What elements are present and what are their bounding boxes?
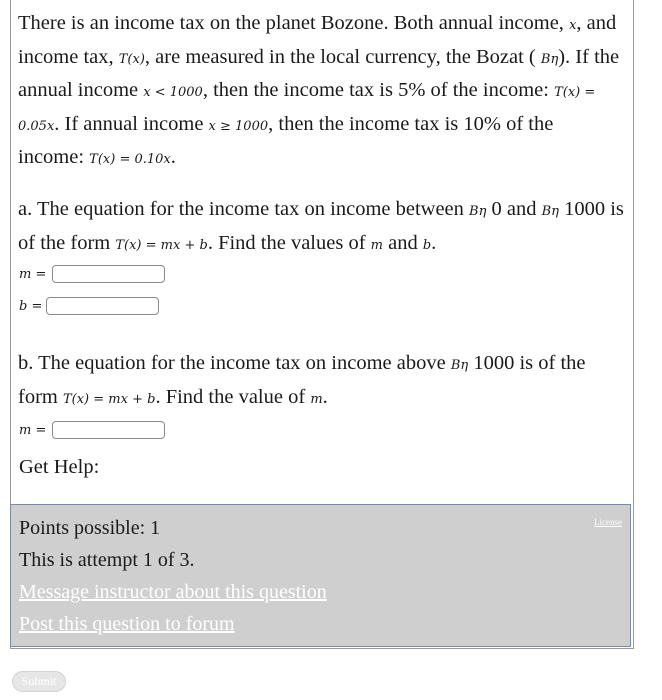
message-instructor-link[interactable]: Message instructor about this question: [19, 581, 327, 603]
question-info-panel: [10, 504, 631, 647]
part-b-m-input[interactable]: [52, 421, 165, 439]
license-link[interactable]: License: [594, 517, 622, 527]
submit-button[interactable]: Submit: [12, 671, 66, 692]
intro-text: There is an income tax on the planet Bozone. Both annual income,: [18, 12, 570, 34]
get-help-label: Get Help:: [19, 456, 100, 478]
part-a-sentence: 1000 is of the form: [18, 198, 624, 254]
intro-text: , then the income tax is 10% of the income:: [18, 112, 554, 168]
math-equation-5pct: T(x) = 0.05x: [18, 85, 596, 134]
part-a-sentence: and: [382, 231, 423, 254]
math-bozat-symbol: Bη: [540, 51, 559, 67]
b-label: b =: [19, 298, 43, 314]
part-b-sentence: 1000 is of the form: [18, 352, 586, 408]
part-b-text: [18, 348, 624, 415]
part-a-sentence: a. The equation for the income tax on income between: [18, 198, 470, 220]
post-to-forum-link[interactable]: Post this question to forum: [19, 613, 235, 635]
intro-text: ). If the annual income: [18, 45, 620, 101]
math-condition-less: x < 1000: [143, 85, 203, 100]
part-b-sentence: .: [322, 385, 328, 408]
math-bozat-symbol: Bη: [450, 358, 469, 373]
math-condition-geq: x ≥ 1000: [208, 118, 269, 134]
part-a-text: [18, 194, 624, 261]
part-a-sentence: 0 and: [486, 198, 542, 220]
question-intro: [18, 8, 624, 176]
math-linear-form: T(x) = mx + b: [115, 237, 208, 253]
part-a-b-input[interactable]: [46, 297, 159, 315]
intro-text: .: [170, 146, 176, 168]
math-bozat-symbol: Bη: [541, 204, 559, 219]
part-b-m-row: [19, 421, 165, 439]
math-m: m: [310, 391, 323, 407]
intro-text: , are measured in the local currency, the Bozat (: [144, 45, 536, 68]
attempt-count: This is attempt 1 of 3.: [19, 549, 195, 571]
part-a-m-row: [19, 265, 165, 283]
part-b-sentence: b. The equation for the income tax on income above: [18, 352, 451, 374]
math-tx: T(x): [118, 51, 145, 67]
points-possible: Points possible: 1: [19, 517, 161, 539]
intro-text: , then the income tax is 5% of the income:: [202, 79, 555, 101]
math-equation-10pct: T(x) = 0.10x: [89, 152, 171, 167]
math-b: b: [422, 237, 432, 253]
intro-text: . If annual income: [54, 112, 209, 135]
part-a-sentence: .: [431, 231, 437, 254]
math-x: x: [569, 18, 577, 33]
part-a-sentence: . Find the values of: [207, 231, 371, 254]
math-bozat-symbol: Bη: [469, 204, 487, 219]
math-m: m: [370, 237, 383, 253]
math-linear-form: T(x) = mx + b: [62, 391, 156, 407]
part-b-sentence: . Find the value of: [155, 385, 311, 408]
part-a-m-input[interactable]: [52, 265, 165, 283]
part-a-b-row: [19, 297, 159, 315]
m-label: m =: [19, 422, 47, 438]
intro-text: , and income tax,: [18, 12, 617, 68]
m-label: m =: [19, 266, 47, 282]
